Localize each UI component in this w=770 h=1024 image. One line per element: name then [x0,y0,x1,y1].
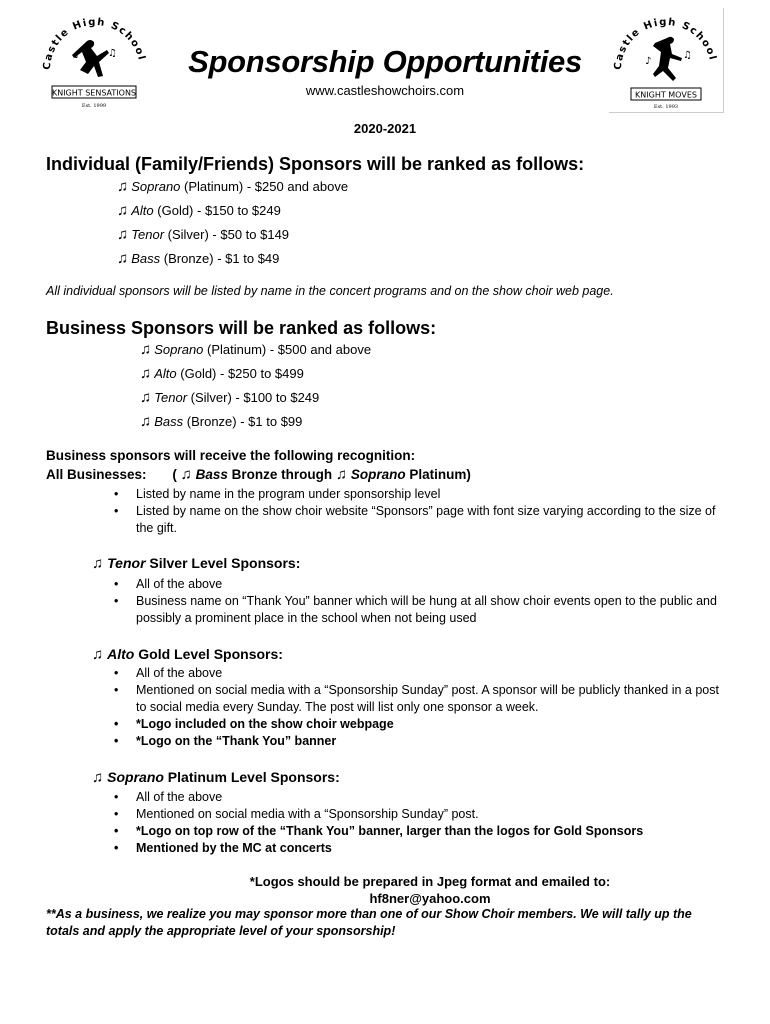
soprano-level-list [113,789,723,857]
individual-tier-bass: ♫ Bass (Bronze) - $1 to $49 [117,250,280,267]
list-item: • All of the above [113,789,723,806]
all-businesses-list [113,486,723,537]
alto-level-heading: ♫ Alto Gold Level Sponsors: [92,646,283,663]
list-item: • Listed by name in the program under sponsorship level [113,486,723,503]
contact-email[interactable]: hf8ner@yahoo.com [369,891,491,906]
music-note-icon: ♫ [140,389,152,406]
business-tier-bass: ♫ Bass (Bronze) - $1 to $99 [140,413,303,430]
svg-text:Castle High School Show Choirs: Castle High School [41,16,148,71]
business-tier-tenor: ♫ Tenor (Silver) - $100 to $249 [140,389,320,406]
svg-text:♫: ♫ [683,50,692,61]
music-note-icon: ♫ [180,466,192,483]
music-note-icon: ♫ [335,466,348,483]
page-title: Sponsorship Opportunities [188,44,582,79]
list-item: • Listed by name on the show choir website “Sponsors” page with font size varying according to the size of the gift. [113,503,723,537]
recognition-heading: Business sponsors will receive the following recognition: [46,448,416,463]
music-note-icon: ♫ [117,250,129,267]
svg-text:♪: ♪ [74,50,81,61]
list-item: • All of the above [113,665,723,682]
list-item: • *Logo on top row of the “Thank You” banner, larger than the logos for Gold Sponsors [113,823,723,840]
individual-tier-alto: ♫ Alto (Gold) - $150 to $249 [117,202,281,219]
svg-text:♫: ♫ [108,48,117,59]
business-heading: Business Sponsors will be ranked as follows: [46,318,437,338]
business-tier-alto: ♫ Alto (Gold) - $250 to $499 [140,365,304,382]
list-item: • Business name on “Thank You” banner which will be hung at all show choir events open to the public and possibly a prominent place in the school when not being used [113,593,723,627]
svg-text:KNIGHT MOVES: KNIGHT MOVES [635,90,697,100]
individual-heading: Individual (Family/Friends) Sponsors will be ranked as follows: [46,154,585,174]
list-item: • *Logo included on the show choir webpage [113,716,723,733]
music-note-icon: ♫ [140,365,152,382]
season-year: 2020-2021 [353,121,417,136]
music-note-icon: ♫ [92,769,104,786]
music-note-icon: ♫ [140,413,152,430]
list-item: • *Logo on the “Thank You” banner [113,733,723,750]
business-tally-note: **As a business, we realize you may sponsor more than one of our Show Choir members. We will tally up the totals and apply the appropriate level of your sponsorship! [46,907,692,938]
header [0,44,770,98]
svg-text:Castle High School Show Choirs: Castle High School [612,16,719,71]
individual-tier-soprano: ♫ Soprano (Platinum) - $250 and above [117,178,349,195]
music-note-icon: ♫ [140,341,152,358]
list-item: • All of the above [113,576,723,593]
tenor-level-heading: ♫ Tenor Silver Level Sponsors: [92,555,301,572]
music-note-icon: ♫ [117,202,129,219]
individual-tier-tenor: ♫ Tenor (Silver) - $50 to $149 [117,226,290,243]
individual-note: All individual sponsors will be listed by name in the concert programs and on the show choir web page. [46,284,614,298]
list-item: • Mentioned on social media with a “Sponsorship Sunday” post. A sponsor will be publicly thanked in a post to social media every Sunday. The post will list only one sponsor a week. [113,682,723,716]
all-businesses-line: All Businesses: ( ♫ Bass Bronze through ♫ Soprano Platinum) [46,466,471,483]
logos-instructions: *Logos should be prepared in Jpeg format and emailed to: [249,874,611,889]
svg-text:KNIGHT SENSATIONS: KNIGHT SENSATIONS [51,88,137,98]
soprano-level-heading: ♫ Soprano Platinum Level Sponsors: [92,769,340,786]
music-note-icon: ♫ [92,555,104,572]
website-url[interactable]: www.castleshowchoirs.com [305,83,465,98]
alto-level-list [113,665,723,750]
music-note-icon: ♫ [92,646,104,663]
svg-text:♪: ♪ [645,56,652,67]
music-note-icon: ♫ [117,226,129,243]
svg-text:Est. 1999: Est. 1999 [81,103,107,109]
music-note-icon: ♫ [117,178,129,195]
list-item: • Mentioned on social media with a “Sponsorship Sunday” post. [113,806,723,823]
svg-text:Est. 1993: Est. 1993 [653,104,679,110]
business-tier-soprano: ♫ Soprano (Platinum) - $500 and above [140,341,372,358]
tenor-level-list [113,576,723,627]
list-item: • Mentioned by the MC at concerts [113,840,723,857]
